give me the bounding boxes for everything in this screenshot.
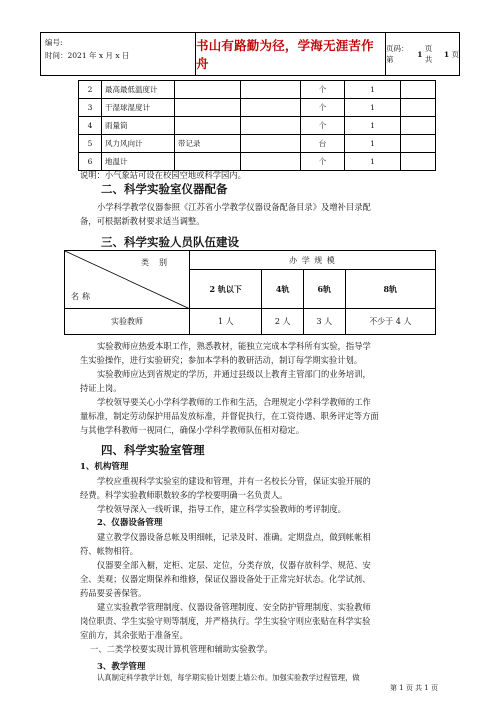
item-note [175, 99, 241, 117]
table-row [79, 117, 436, 135]
page-footer: 第 1 页 共 1 页 [389, 684, 438, 692]
item-unit: 个 [301, 81, 345, 99]
row-number: 5 [79, 135, 102, 153]
item-name: 雨量筒 [102, 117, 175, 135]
item-empty-cell [401, 99, 436, 117]
equipment-table [78, 80, 436, 171]
page-mid: 页 共 [424, 44, 433, 64]
header-motto: 书山有路勤为径，学海无涯苦作舟 [196, 33, 386, 75]
table-row [65, 251, 436, 270]
item-empty-cell [401, 153, 436, 171]
item-unit: 个 [301, 153, 345, 171]
row-label: 实验教师 [65, 309, 190, 335]
item-count: 1 [345, 153, 401, 171]
section2-title: 二、科学实验室仪器配备 [101, 182, 228, 196]
diagonal-label-name: 名称 [71, 292, 93, 301]
table-row [79, 81, 436, 99]
page-header [40, 32, 460, 76]
item-count: 1 [345, 99, 401, 117]
section4-para-line: 仪器要全部入橱，定柜、定层、定位，分类存放，仪器存放科学、规范、安 [97, 560, 371, 570]
section3-para-line: 持证上岗。 [80, 383, 122, 393]
item-note: 带记录 [175, 135, 241, 153]
section3-para-line: 实验教师应达到省规定的学历，并通过县级以上教育主管部门的业务培训， [97, 369, 371, 379]
section4-para-line: 认真制定科学教学计划，每学期实验计划要上墙公布。加强实验教学过程管理，做 [97, 673, 360, 682]
row-number: 6 [79, 153, 102, 171]
column-header: 8轨 [345, 270, 435, 309]
item-name: 地温计 [102, 153, 175, 171]
diagonal-label-category: 类别 [141, 258, 177, 267]
section4-para-line: 室前方，其余张贴于准备室。 [80, 630, 188, 640]
page-total: 1 [443, 49, 450, 59]
section4-para-line: 岗位职责、学生实验守则等制度，并严格执行。学生实验守则应张贴在科学实验 [80, 616, 371, 626]
item-empty-cell [241, 135, 301, 153]
item-empty-cell [401, 135, 436, 153]
item-count: 1 [345, 117, 401, 135]
item-empty-cell [241, 117, 301, 135]
section4-para-line: 符、帐物相符。 [80, 546, 139, 556]
column-header: 6轨 [303, 270, 345, 309]
section4-sub3: 3、教学管理 [97, 662, 146, 672]
section3-para-line: 实验教师应热爱本职工作，熟悉教材，能独立完成本学科所有实验，指导学 [97, 341, 371, 351]
section4-para-line: 学校应重视科学实验室的建设和管理，并有一名校长分管，保证实验开展的 [97, 476, 371, 486]
section4-para-line: 一、二类学校要实现计算机管理和辅助实验教学。 [90, 644, 273, 654]
section4-para-line: 全、美观；仪器定期保养和维修，保证仪器设备处于正常完好状态。化学试剂、 [80, 574, 371, 584]
item-empty-cell [401, 81, 436, 99]
item-name: 干湿球湿度计 [102, 99, 175, 117]
number-label: 编号: [45, 38, 63, 47]
staffing-table [64, 250, 436, 335]
page-number: 1 [417, 49, 423, 59]
item-note [175, 117, 241, 135]
header-meta [41, 33, 196, 75]
item-unit: 个 [301, 99, 345, 117]
column-header: 2 轨以下 [190, 270, 262, 309]
staff-count: 不少于 4 人 [345, 309, 435, 335]
page-suffix: 页 [451, 49, 459, 59]
item-unit: 个 [301, 117, 345, 135]
table-note: 说明：小气象站可设在校园空地或科学园内。 [80, 170, 246, 180]
item-count: 1 [345, 81, 401, 99]
table-row [79, 99, 436, 117]
section4-para-line: 经费。科学实验教师职数较多的学校要明确一名负责人。 [80, 490, 288, 500]
section4-para-line: 学校领导深入一线听课，指导工作，建立科学实验教师的考评制度。 [97, 504, 346, 514]
item-unit: 台 [301, 135, 345, 153]
item-name: 风力风向计 [102, 135, 175, 153]
table-row [65, 309, 436, 335]
row-number: 2 [79, 81, 102, 99]
header-page-info [386, 33, 459, 75]
section2-para-line: 小学科学教学仪器参照《江苏省小学教学仪器设备配备目录》及增补目录配 [97, 202, 371, 212]
row-number: 3 [79, 99, 102, 117]
item-empty-cell [241, 81, 301, 99]
section4-para-line: 药品要妥善保管。 [80, 588, 147, 598]
staff-count: 2 人 [262, 309, 304, 335]
time-label: 时间：2021 年 x 月 x 日 [45, 51, 130, 60]
scale-header: 办 学 规 模 [190, 251, 436, 270]
section3-para-line: 学校领导要关心小学科学教师的工作和生活，合理规定小学科学教师的工作 [97, 397, 371, 407]
section3-para-line: 与其他学科教师一视同仁，确保小学科学教师队伍相对稳定。 [80, 425, 305, 435]
column-header: 4轨 [262, 270, 304, 309]
row-number: 4 [79, 117, 102, 135]
diagonal-header-cell [65, 251, 190, 309]
section2-para-line: 备，可根据新教材要求适当调整。 [80, 216, 205, 226]
staff-count: 1 人 [190, 309, 262, 335]
item-count: 1 [345, 135, 401, 153]
section4-sub2: 2、仪器设备管理 [97, 518, 163, 528]
page-prefix: 页码：第 [386, 44, 409, 64]
item-name: 最高最低温度计 [102, 81, 175, 99]
item-empty-cell [241, 99, 301, 117]
item-empty-cell [241, 153, 301, 171]
table-row [79, 135, 436, 153]
section3-para-line: 量标准，制定劳动保护用品发放标准，并督促执行，在工资待遇、职务评定等方面 [80, 411, 379, 421]
section4-para-line: 建立实验教学管理制度、仪器设备管理制度、安全防护管理制度、实验教师 [97, 602, 371, 612]
section3-title: 三、科学实验人员队伍建设 [101, 235, 239, 249]
staff-count: 3 人 [303, 309, 345, 335]
item-note [175, 81, 241, 99]
item-empty-cell [401, 117, 436, 135]
section4-sub1: 1、机构管理 [80, 462, 129, 472]
section4-para-line: 建立教学仪器设备总帐及明细帐，记录及时、准确。定期盘点，做到帐帐相 [97, 532, 371, 542]
section4-title: 四、科学实验室管理 [101, 443, 205, 457]
section3-para-line: 生实验操作，进行实验研究；参加本学科的教研活动，制订每学期实验计划。 [80, 355, 363, 365]
